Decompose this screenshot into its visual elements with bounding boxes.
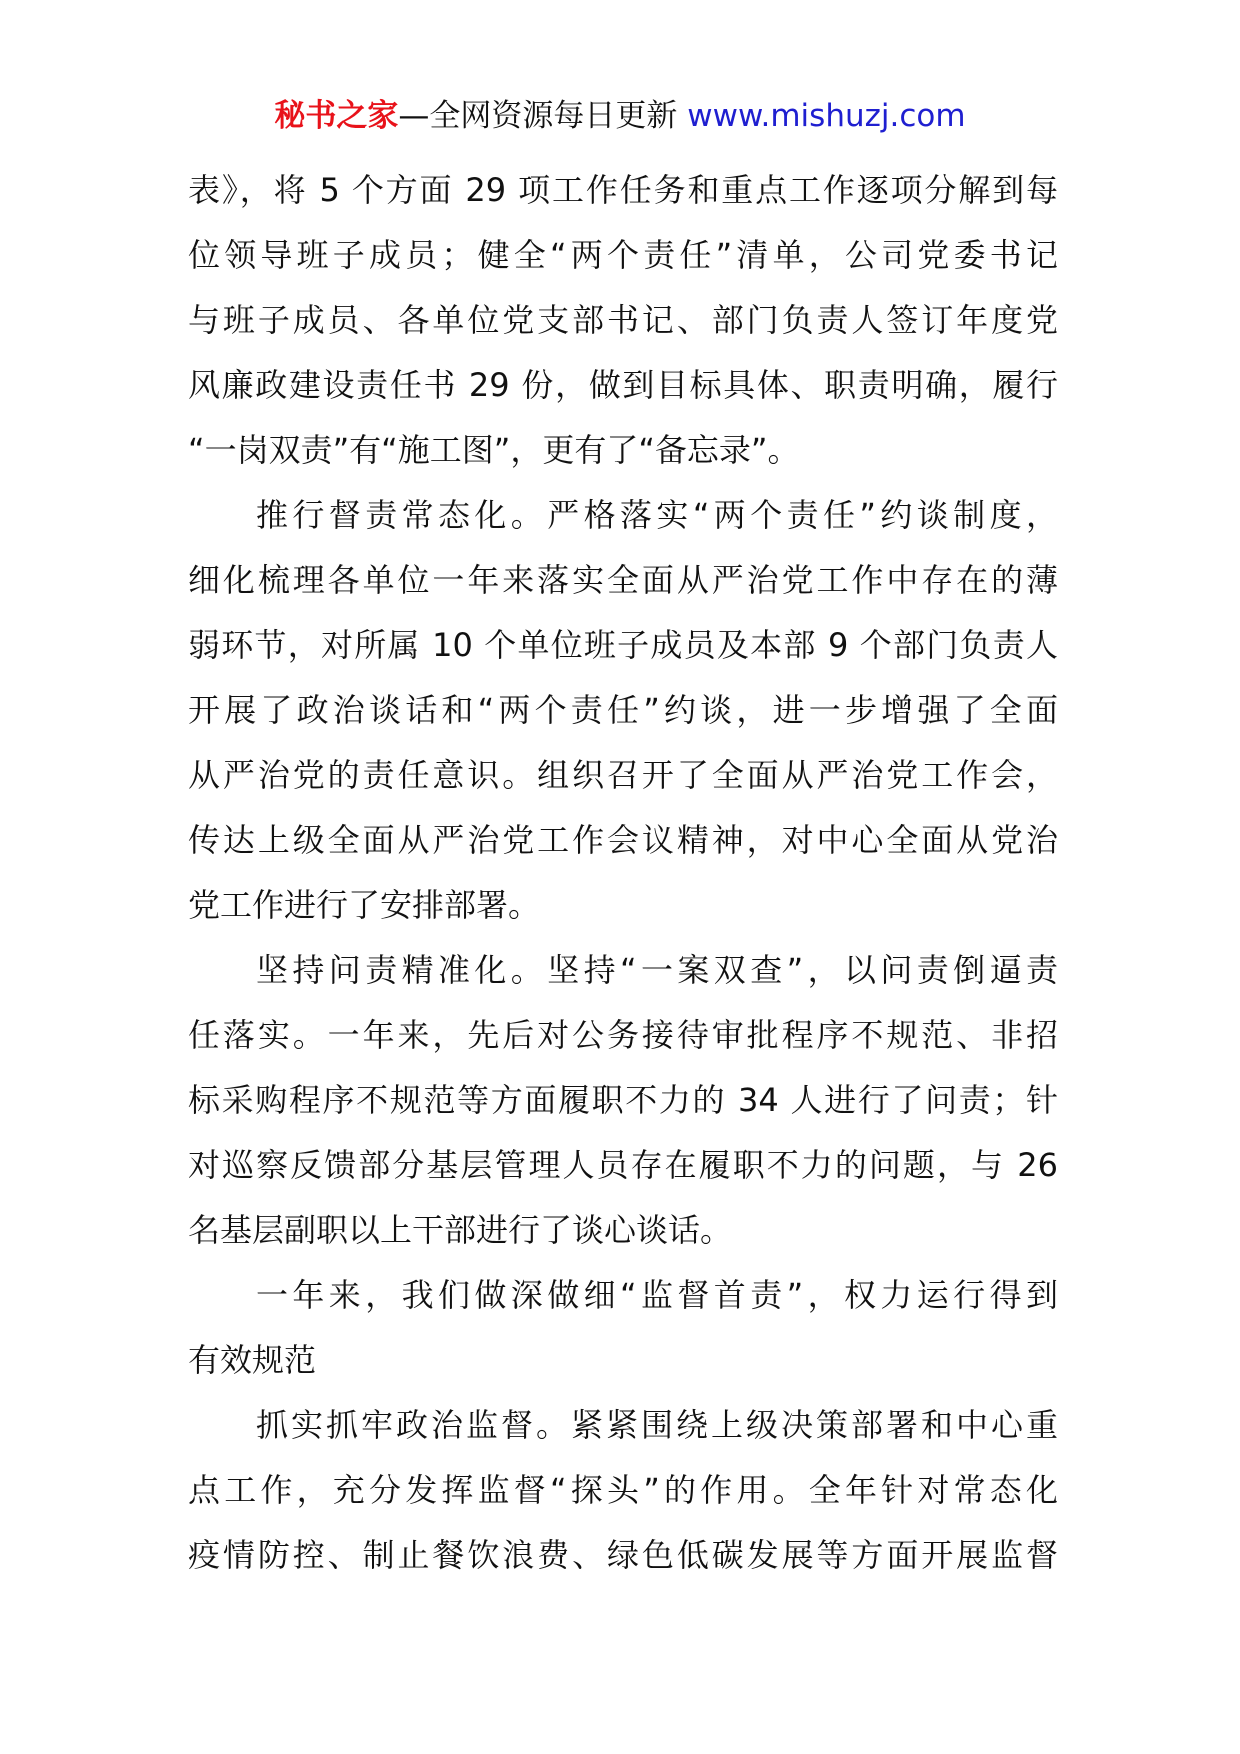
site-header [0,96,1240,136]
text-line: 开展了政治谈话和“两个责任”约谈，进一步增强了全面 [188,691,1058,729]
text-line: 名基层副职以上干部进行了谈心谈话。 [188,1211,733,1249]
text-line: 位领导班子成员；健全“两个责任”清单，公司党委书记 [188,236,1058,274]
text-line: 坚持问责精准化。坚持“一案双查”，以问责倒逼责 [256,951,1058,989]
text-line: 细化梳理各单位一年来落实全面从严治党工作中存在的薄 [188,561,1058,599]
text-line: “一岗双责”有“施工图”，更有了“备忘录”。 [188,431,800,469]
text-line: 标采购程序不规范等方面履职不力的 34 人进行了问责；针 [188,1081,1058,1119]
text-line: 疫情防控、制止餐饮浪费、绿色低碳发展等方面开展监督 [188,1536,1058,1574]
brand-name: 秘书之家 [274,98,399,134]
text-line: 抓实抓牢政治监督。紧紧围绕上级决策部署和中心重 [256,1406,1058,1444]
text-line: 对巡察反馈部分基层管理人员存在履职不力的问题，与 26 [188,1146,1058,1184]
text-line: 弱环节，对所属 10 个单位班子成员及本部 9 个部门负责人 [188,626,1058,664]
document-body [188,158,1058,1588]
text-line: 与班子成员、各单位党支部书记、部门负责人签订年度党 [188,301,1058,339]
text-line: 传达上级全面从严治党工作会议精神，对中心全面从党治 [188,821,1058,859]
text-line: 有效规范 [188,1341,317,1379]
text-line: 党工作进行了安排部署。 [188,886,541,924]
text-line: 一年来，我们做深做细“监督首责”，权力运行得到 [256,1276,1058,1314]
text-line: 点工作，充分发挥监督“探头”的作用。全年针对常态化 [188,1471,1058,1509]
text-line: 任落实。一年来，先后对公务接待审批程序不规范、非招 [188,1016,1058,1054]
text-line: 推行督责常态化。严格落实“两个责任”约谈制度， [256,496,1058,534]
text-line: 从严治党的责任意识。组织召开了全面从严治党工作会， [188,756,1058,794]
text-line: 风廉政建设责任书 29 份，做到目标具体、职责明确，履行 [188,366,1058,404]
header-tagline: —全网资源每日更新 [398,98,688,134]
text-line: 表》，将 5 个方面 29 项工作任务和重点工作逐项分解到每 [188,171,1058,209]
site-url-link[interactable]: www.mishuzj.com [687,98,966,134]
